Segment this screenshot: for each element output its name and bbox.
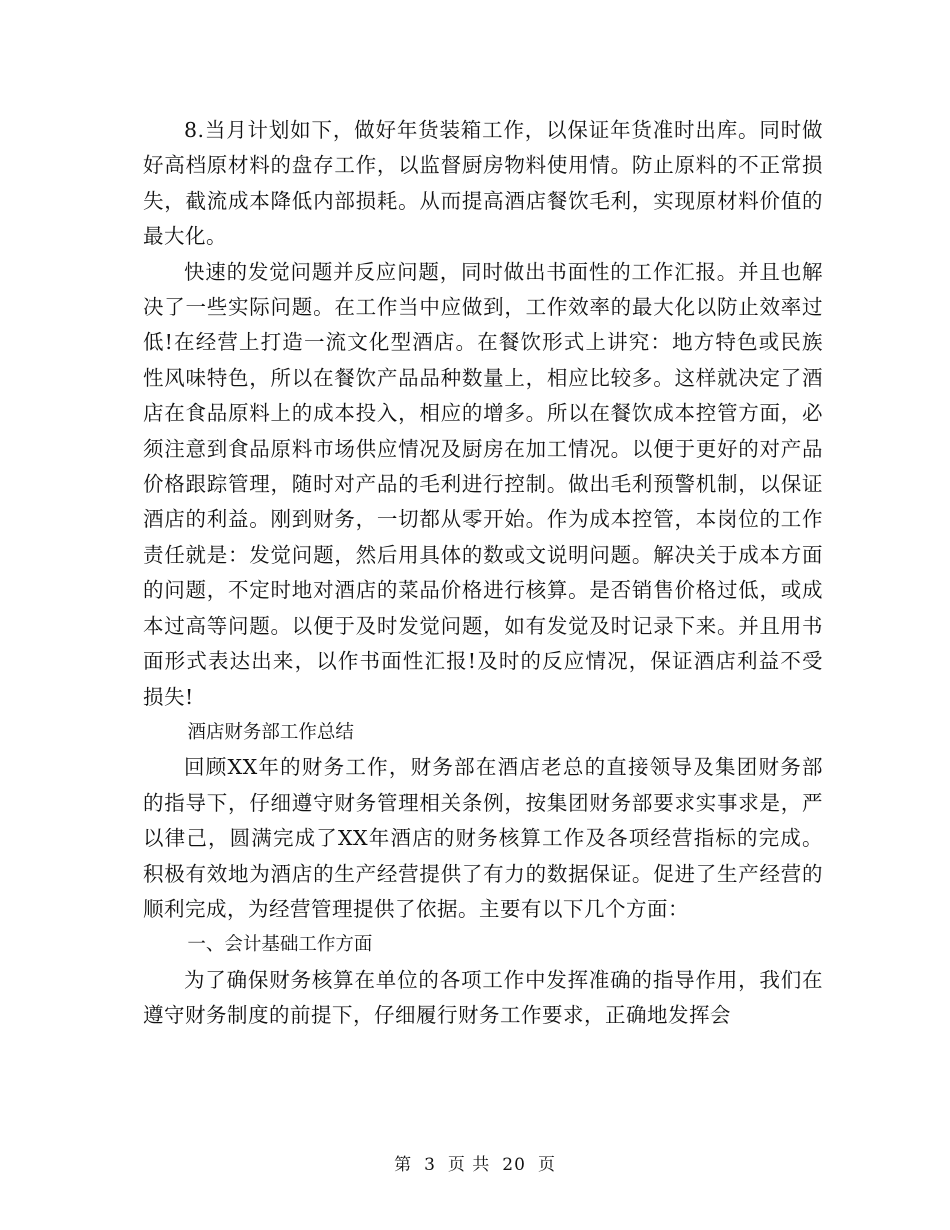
paragraph-review: 回顾XX年的财务工作，财务部在酒店老总的直接领导及集团财务部的指导下，仔细遵守财务管理相关条例，按集团财务部要求实事求是，严以律己，圆满完成了XX年酒店的财务核算工作及各项经营指标的完成。积极有效地为酒店的生产经营提供了有力的数据保证。促进了生产经营的顺利完成，为经营管理提供了依据。主要有以下几个方面：	[143, 755, 823, 921]
total-pages-number: 20	[502, 1155, 526, 1175]
document-body	[143, 113, 823, 1034]
section-heading-accounting-basics: 一、会计基础工作方面	[187, 934, 373, 956]
section-title-finance-summary: 酒店财务部工作总结	[187, 721, 354, 743]
paragraph-cost-control: 快速的发觉问题并反应问题，同时做出书面性的工作汇报。并且也解决了一些实际问题。在工作当中应做到，工作效率的最大化以防止效率过低!在经营上打造一流文化型酒店。在餐饮形式上讲究：地方特色或民族性风味特色，所以在餐饮产品品种数量上，相应比较多。这样就决定了酒店在食品原料上的成本投入，相应的增多。所以在餐饮成本控管方面，必须注意到食品原料市场供应情况及厨房在加工情况。以便于更好的对产品价格跟踪管理，随时对产品的毛利进行控制。做出毛利预警机制，以保证酒店的利益。刚到财务，一切都从零开始。作为成本控管，本岗位的工作责任就是：发觉问题，然后用具体的数或文说明问题。解决关于成本方面的问题，不定时地对酒店的菜品价格进行核算。是否销售价格过低，或成本过高等问题。以便于及时发觉问题，如有发觉及时记录下来。并且用书面形式表达出来，以作书面性汇报!及时的反应情况，保证酒店利益不受损失!	[143, 259, 823, 709]
paragraph-accounting: 为了确保财务核算在单位的各项工作中发挥准确的指导作用，我们在遵守财务制度的前提下，仔细履行财务工作要求，正确地发挥会	[143, 967, 823, 1028]
page-label-suffix: 页	[537, 1155, 556, 1175]
page-label-middle: 页 共	[447, 1155, 491, 1175]
paragraph-plan: 8.当月计划如下，做好年货装箱工作，以保证年货准时出库。同时做好高档原材料的盘存工作，以监督厨房物料使用情。防止原料的不正常损失，截流成本降低内部损耗。从而提高酒店餐饮毛利，实现原材料价值的最大化。	[143, 118, 823, 249]
page-label-prefix: 第	[394, 1155, 413, 1175]
page-footer	[0, 1153, 950, 1177]
current-page-number: 3	[424, 1155, 436, 1175]
